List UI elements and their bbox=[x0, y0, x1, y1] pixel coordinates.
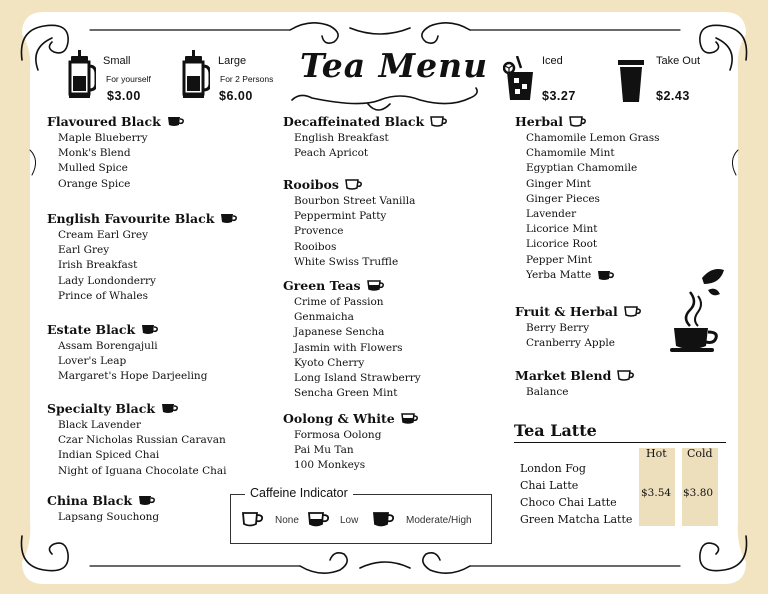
menu-item: White Swiss Truffle bbox=[294, 255, 399, 268]
menu-item: Long Island Strawberry bbox=[294, 372, 421, 385]
latte-item: Chai Latte bbox=[520, 479, 579, 492]
menu-title: Tea Menu bbox=[300, 46, 489, 85]
menu-item: Peppermint Patty bbox=[294, 210, 387, 223]
french-press-icon bbox=[180, 50, 210, 100]
menu-item: Lavender bbox=[526, 208, 577, 221]
caffeine-none-label: None bbox=[275, 515, 299, 526]
latte-item: Green Matcha Latte bbox=[520, 513, 633, 526]
latte-hot-price: $3.54 bbox=[641, 487, 672, 499]
section-estate-black bbox=[47, 322, 207, 385]
menu-item: Pai Mu Tan bbox=[294, 444, 354, 457]
menu-item: Indian Spiced Chai bbox=[58, 449, 160, 462]
no-caffeine-cup-icon bbox=[430, 116, 448, 127]
caffeine-low-label: Low bbox=[340, 515, 359, 526]
menu-item: Cranberry Apple bbox=[526, 337, 615, 350]
section-decaffeinated-black bbox=[283, 114, 448, 161]
menu-item: Pepper Mint bbox=[526, 253, 592, 266]
tea-latte-list bbox=[520, 460, 632, 528]
latte-item: Choco Chai Latte bbox=[520, 496, 617, 509]
section-oolong-white bbox=[283, 411, 419, 474]
french-press-icon bbox=[66, 50, 96, 100]
size-small-sub: For yourself bbox=[106, 74, 151, 84]
cup-low-icon bbox=[308, 511, 330, 527]
size-large-label: Large bbox=[218, 55, 247, 67]
high-caffeine-cup-icon bbox=[138, 495, 156, 506]
menu-item: Crime of Passion bbox=[294, 296, 384, 308]
size-iced-label: Iced bbox=[542, 55, 563, 67]
menu-item: Monk's Blend bbox=[58, 147, 131, 160]
steaming-tea-cup-icon bbox=[668, 266, 726, 356]
section-specialty-black bbox=[47, 401, 227, 479]
high-caffeine-cup-icon bbox=[597, 270, 615, 281]
section-title: Estate Black bbox=[47, 322, 136, 337]
no-caffeine-cup-icon bbox=[569, 116, 587, 127]
caffeine-moderate-high-label: Moderate/High bbox=[406, 515, 472, 526]
section-flavoured-black bbox=[47, 114, 185, 192]
menu-item: Kyoto Cherry bbox=[294, 356, 365, 369]
high-caffeine-cup-icon bbox=[220, 213, 238, 224]
section-market-blend bbox=[515, 368, 635, 400]
menu-item: Lady Londonderry bbox=[58, 274, 156, 287]
menu-item: Bourbon Street Vanilla bbox=[294, 195, 416, 207]
takeout-cup-icon bbox=[618, 60, 644, 102]
tea-latte-divider bbox=[514, 442, 726, 443]
menu-item: Chamomile Mint bbox=[526, 147, 615, 160]
menu-item: Margaret's Hope Darjeeling bbox=[58, 370, 208, 383]
section-fruit-herbal bbox=[515, 304, 642, 351]
menu-item: Lover's Leap bbox=[58, 355, 127, 368]
menu-item: Licorice Mint bbox=[526, 223, 598, 236]
menu-item: Assam Borengajuli bbox=[58, 340, 158, 352]
menu-item: Jasmin with Flowers bbox=[294, 341, 403, 354]
section-english-favourite-black bbox=[47, 211, 238, 304]
menu-item: Lapsang Souchong bbox=[58, 511, 160, 523]
moderate-caffeine-cup-icon bbox=[367, 280, 385, 291]
caffeine-indicator-title: Caffeine Indicator bbox=[245, 486, 353, 500]
cup-full-icon bbox=[373, 511, 395, 527]
latte-item: London Fog bbox=[520, 462, 586, 475]
section-title: English Favourite Black bbox=[47, 211, 215, 226]
menu-item: Earl Grey bbox=[58, 244, 110, 257]
section-title: Flavoured Black bbox=[47, 114, 161, 129]
menu-item: English Breakfast bbox=[294, 132, 389, 144]
menu-item: Ginger Pieces bbox=[526, 192, 600, 205]
menu-item: Maple Blueberry bbox=[58, 132, 148, 144]
section-title: Rooibos bbox=[283, 177, 339, 192]
menu-item: Black Lavender bbox=[58, 419, 142, 431]
size-takeout-label: Take Out bbox=[656, 55, 701, 67]
iced-tea-glass-icon bbox=[503, 56, 535, 102]
latte-cold-price: $3.80 bbox=[683, 487, 714, 499]
menu-item: Czar Nicholas Russian Caravan bbox=[58, 434, 226, 447]
menu-item: Licorice Root bbox=[526, 238, 598, 251]
menu-item: Chamomile Lemon Grass bbox=[526, 132, 660, 144]
menu-item: Berry Berry bbox=[526, 322, 590, 334]
menu-item: Japanese Sencha bbox=[294, 326, 385, 339]
menu-item: Sencha Green Mint bbox=[294, 387, 398, 400]
moderate-caffeine-cup-icon bbox=[401, 413, 419, 424]
menu-item: Yerba Matte bbox=[526, 268, 592, 281]
high-caffeine-cup-icon bbox=[141, 324, 159, 335]
menu-item: Mulled Spice bbox=[58, 162, 128, 175]
menu-item: Genmaicha bbox=[294, 311, 354, 324]
caffeine-indicator-box bbox=[230, 486, 492, 544]
size-large-price: $6.00 bbox=[219, 89, 253, 103]
menu-item: Egyptian Chamomile bbox=[526, 162, 638, 175]
menu-item: Ginger Mint bbox=[526, 177, 591, 190]
cup-empty-icon bbox=[242, 511, 264, 527]
menu-item: Peach Apricot bbox=[294, 147, 369, 160]
menu-item: 100 Monkeys bbox=[294, 459, 366, 472]
menu-item: Night of Iguana Chocolate Chai bbox=[58, 464, 227, 477]
menu-item: Formosa Oolong bbox=[294, 429, 382, 441]
section-china-black bbox=[47, 493, 159, 525]
hot-column-header: Hot bbox=[646, 447, 667, 460]
size-takeout-price: $2.43 bbox=[656, 89, 690, 103]
menu-item: Rooibos bbox=[294, 240, 337, 253]
section-rooibos bbox=[283, 177, 415, 270]
size-iced-price: $3.27 bbox=[542, 89, 576, 103]
section-title: Oolong & White bbox=[283, 411, 395, 426]
section-title: Decaffeinated Black bbox=[283, 114, 425, 129]
menu-item: Orange Spice bbox=[58, 177, 131, 190]
section-title: Fruit & Herbal bbox=[515, 304, 618, 319]
section-title: Herbal bbox=[515, 114, 563, 129]
size-large-sub: For 2 Persons bbox=[220, 74, 274, 84]
no-caffeine-cup-icon bbox=[345, 179, 363, 190]
menu-item: Balance bbox=[526, 386, 569, 398]
tea-latte-title: Tea Latte bbox=[514, 421, 597, 440]
no-caffeine-cup-icon bbox=[617, 370, 635, 381]
high-caffeine-cup-icon bbox=[161, 403, 179, 414]
size-small-label: Small bbox=[103, 55, 131, 67]
menu-item: Irish Breakfast bbox=[58, 259, 138, 272]
menu-item: Provence bbox=[294, 225, 344, 238]
section-green-teas bbox=[283, 278, 421, 401]
size-small-price: $3.00 bbox=[107, 89, 141, 103]
section-title: Market Blend bbox=[515, 368, 612, 383]
cold-column-header: Cold bbox=[687, 447, 713, 460]
section-title: Specialty Black bbox=[47, 401, 156, 416]
high-caffeine-cup-icon bbox=[167, 116, 185, 127]
menu-item: Prince of Whales bbox=[58, 289, 148, 302]
no-caffeine-cup-icon bbox=[624, 306, 642, 317]
menu-item: Cream Earl Grey bbox=[58, 229, 149, 241]
section-title: Green Teas bbox=[283, 278, 361, 293]
section-title: China Black bbox=[47, 493, 133, 508]
section-herbal bbox=[515, 114, 660, 283]
